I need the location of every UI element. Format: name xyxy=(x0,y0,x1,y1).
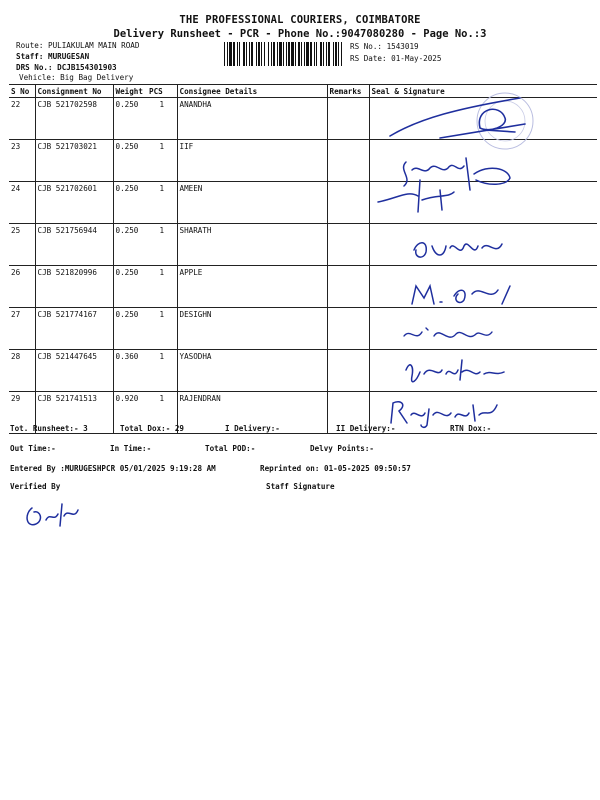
cell-weight: 0.250 xyxy=(113,182,147,224)
cell-weight: 0.920 xyxy=(113,392,147,434)
entered-by: Entered By :MURUGESHPCR 05/01/2025 9:19:28 AM xyxy=(10,464,216,473)
col-header-consignee: Consignee Details xyxy=(177,85,327,98)
signature-row-27 xyxy=(400,322,500,346)
vehicle-line xyxy=(19,73,133,82)
cell-sno: 24 xyxy=(9,182,35,224)
cell-remarks xyxy=(327,308,369,350)
signature-row-25 xyxy=(410,236,510,264)
route-label: Route: xyxy=(16,41,44,50)
cell-consignee: AMEEN xyxy=(177,182,327,224)
cell-consignee: IIF xyxy=(177,140,327,182)
staff-value: MURUGESAN xyxy=(48,52,90,61)
cell-weight: 0.250 xyxy=(113,98,147,140)
col-header-remarks: Remarks xyxy=(327,85,369,98)
cell-consignment: CJB 521774167 xyxy=(35,308,113,350)
cell-weight: 0.250 xyxy=(113,266,147,308)
cell-pcs: 1 xyxy=(147,266,177,308)
cell-pcs: 1 xyxy=(147,392,177,434)
ii-delivery: II Delivery:- xyxy=(336,424,396,433)
cell-pcs: 1 xyxy=(147,350,177,392)
cell-consignment: CJB 521702598 xyxy=(35,98,113,140)
cell-consignee: ANANDHA xyxy=(177,98,327,140)
verified-by-label: Verified By xyxy=(10,482,61,491)
company-title: THE PROFESSIONAL COURIERS, COIMBATORE xyxy=(179,14,421,26)
cell-weight: 0.250 xyxy=(113,140,147,182)
signature-row-28 xyxy=(400,352,510,392)
cell-pcs: 1 xyxy=(147,182,177,224)
cell-sno: 29 xyxy=(9,392,35,434)
rtn-dox: RTN Dox:- xyxy=(450,424,492,433)
cell-consignment: CJB 521741513 xyxy=(35,392,113,434)
cell-consignee: RAJENDRAN xyxy=(177,392,327,434)
cell-consignment: CJB 521703021 xyxy=(35,140,113,182)
cell-remarks xyxy=(327,140,369,182)
cell-pcs: 1 xyxy=(147,308,177,350)
cell-remarks xyxy=(327,98,369,140)
cell-sno: 27 xyxy=(9,308,35,350)
route-line xyxy=(16,41,139,50)
rs-date-line xyxy=(350,54,441,63)
signature-row-23-24 xyxy=(378,150,528,220)
delvy-points: Delvy Points:- xyxy=(310,444,375,453)
runsheet-subtitle: Delivery Runsheet - PCR - Phone No.:9047080280 - Page No.:3 xyxy=(113,28,487,40)
staff-signature-label: Staff Signature xyxy=(266,482,335,491)
cell-sno: 23 xyxy=(9,140,35,182)
drs-value: DCJB154301903 xyxy=(57,63,117,72)
cell-consignee: DESIGHN xyxy=(177,308,327,350)
signature-row-22 xyxy=(380,88,530,148)
drs-label: DRS No.: xyxy=(16,63,53,72)
cell-consignee: YASODHA xyxy=(177,350,327,392)
cell-remarks xyxy=(327,266,369,308)
col-header-weight: Weight xyxy=(113,85,147,98)
cell-consignment: CJB 521447645 xyxy=(35,350,113,392)
col-header-seal-signature: Seal & Signature xyxy=(369,85,597,98)
cell-sno: 22 xyxy=(9,98,35,140)
cell-sno: 25 xyxy=(9,224,35,266)
cell-weight: 0.250 xyxy=(113,308,147,350)
rs-no-label: RS No.: xyxy=(350,42,383,51)
cell-pcs: 1 xyxy=(147,98,177,140)
verifier-signature xyxy=(22,498,82,532)
cell-sno: 28 xyxy=(9,350,35,392)
i-delivery: I Delivery:- xyxy=(225,424,280,433)
col-header-sno: S No xyxy=(9,85,35,98)
rs-no-value: 1543019 xyxy=(386,42,419,51)
cell-consignment: CJB 521756944 xyxy=(35,224,113,266)
cell-remarks xyxy=(327,224,369,266)
total-pod: Total POD:- xyxy=(205,444,256,453)
cell-pcs: 1 xyxy=(147,224,177,266)
route-value: PULIAKULAM MAIN ROAD xyxy=(48,41,140,50)
cell-consignee: SHARATH xyxy=(177,224,327,266)
staff-line xyxy=(16,52,89,61)
col-header-pcs: PCS xyxy=(147,85,177,98)
cell-weight: 0.250 xyxy=(113,224,147,266)
cell-sno: 26 xyxy=(9,266,35,308)
rs-date-value: 01-May-2025 xyxy=(391,54,442,63)
signature-row-26 xyxy=(410,280,520,308)
cell-consignee: APPLE xyxy=(177,266,327,308)
barcode-image xyxy=(224,42,342,66)
rs-no-line xyxy=(350,42,419,51)
vehicle-value: Big Bag Delivery xyxy=(60,73,134,82)
table-row xyxy=(9,308,597,350)
tot-runsheet: Tot. Runsheet:- 3 xyxy=(10,424,88,433)
cell-consignment: CJB 521820996 xyxy=(35,266,113,308)
in-time: In Time:- xyxy=(110,444,152,453)
cell-pcs: 1 xyxy=(147,140,177,182)
drs-line xyxy=(16,63,117,72)
cell-remarks xyxy=(327,350,369,392)
cell-weight: 0.360 xyxy=(113,350,147,392)
table-row xyxy=(9,392,597,434)
out-time: Out Time:- xyxy=(10,444,56,453)
rs-date-label: RS Date: xyxy=(350,54,387,63)
cell-consignment: CJB 521702601 xyxy=(35,182,113,224)
vehicle-label: Vehicle: xyxy=(19,73,56,82)
col-header-consignment: Consignment No xyxy=(35,85,113,98)
cell-remarks xyxy=(327,182,369,224)
staff-label: Staff: xyxy=(16,52,44,61)
total-dox: Total Dox:- 29 xyxy=(120,424,185,433)
reprinted-on: Reprinted on: 01-05-2025 09:50:57 xyxy=(260,464,411,473)
